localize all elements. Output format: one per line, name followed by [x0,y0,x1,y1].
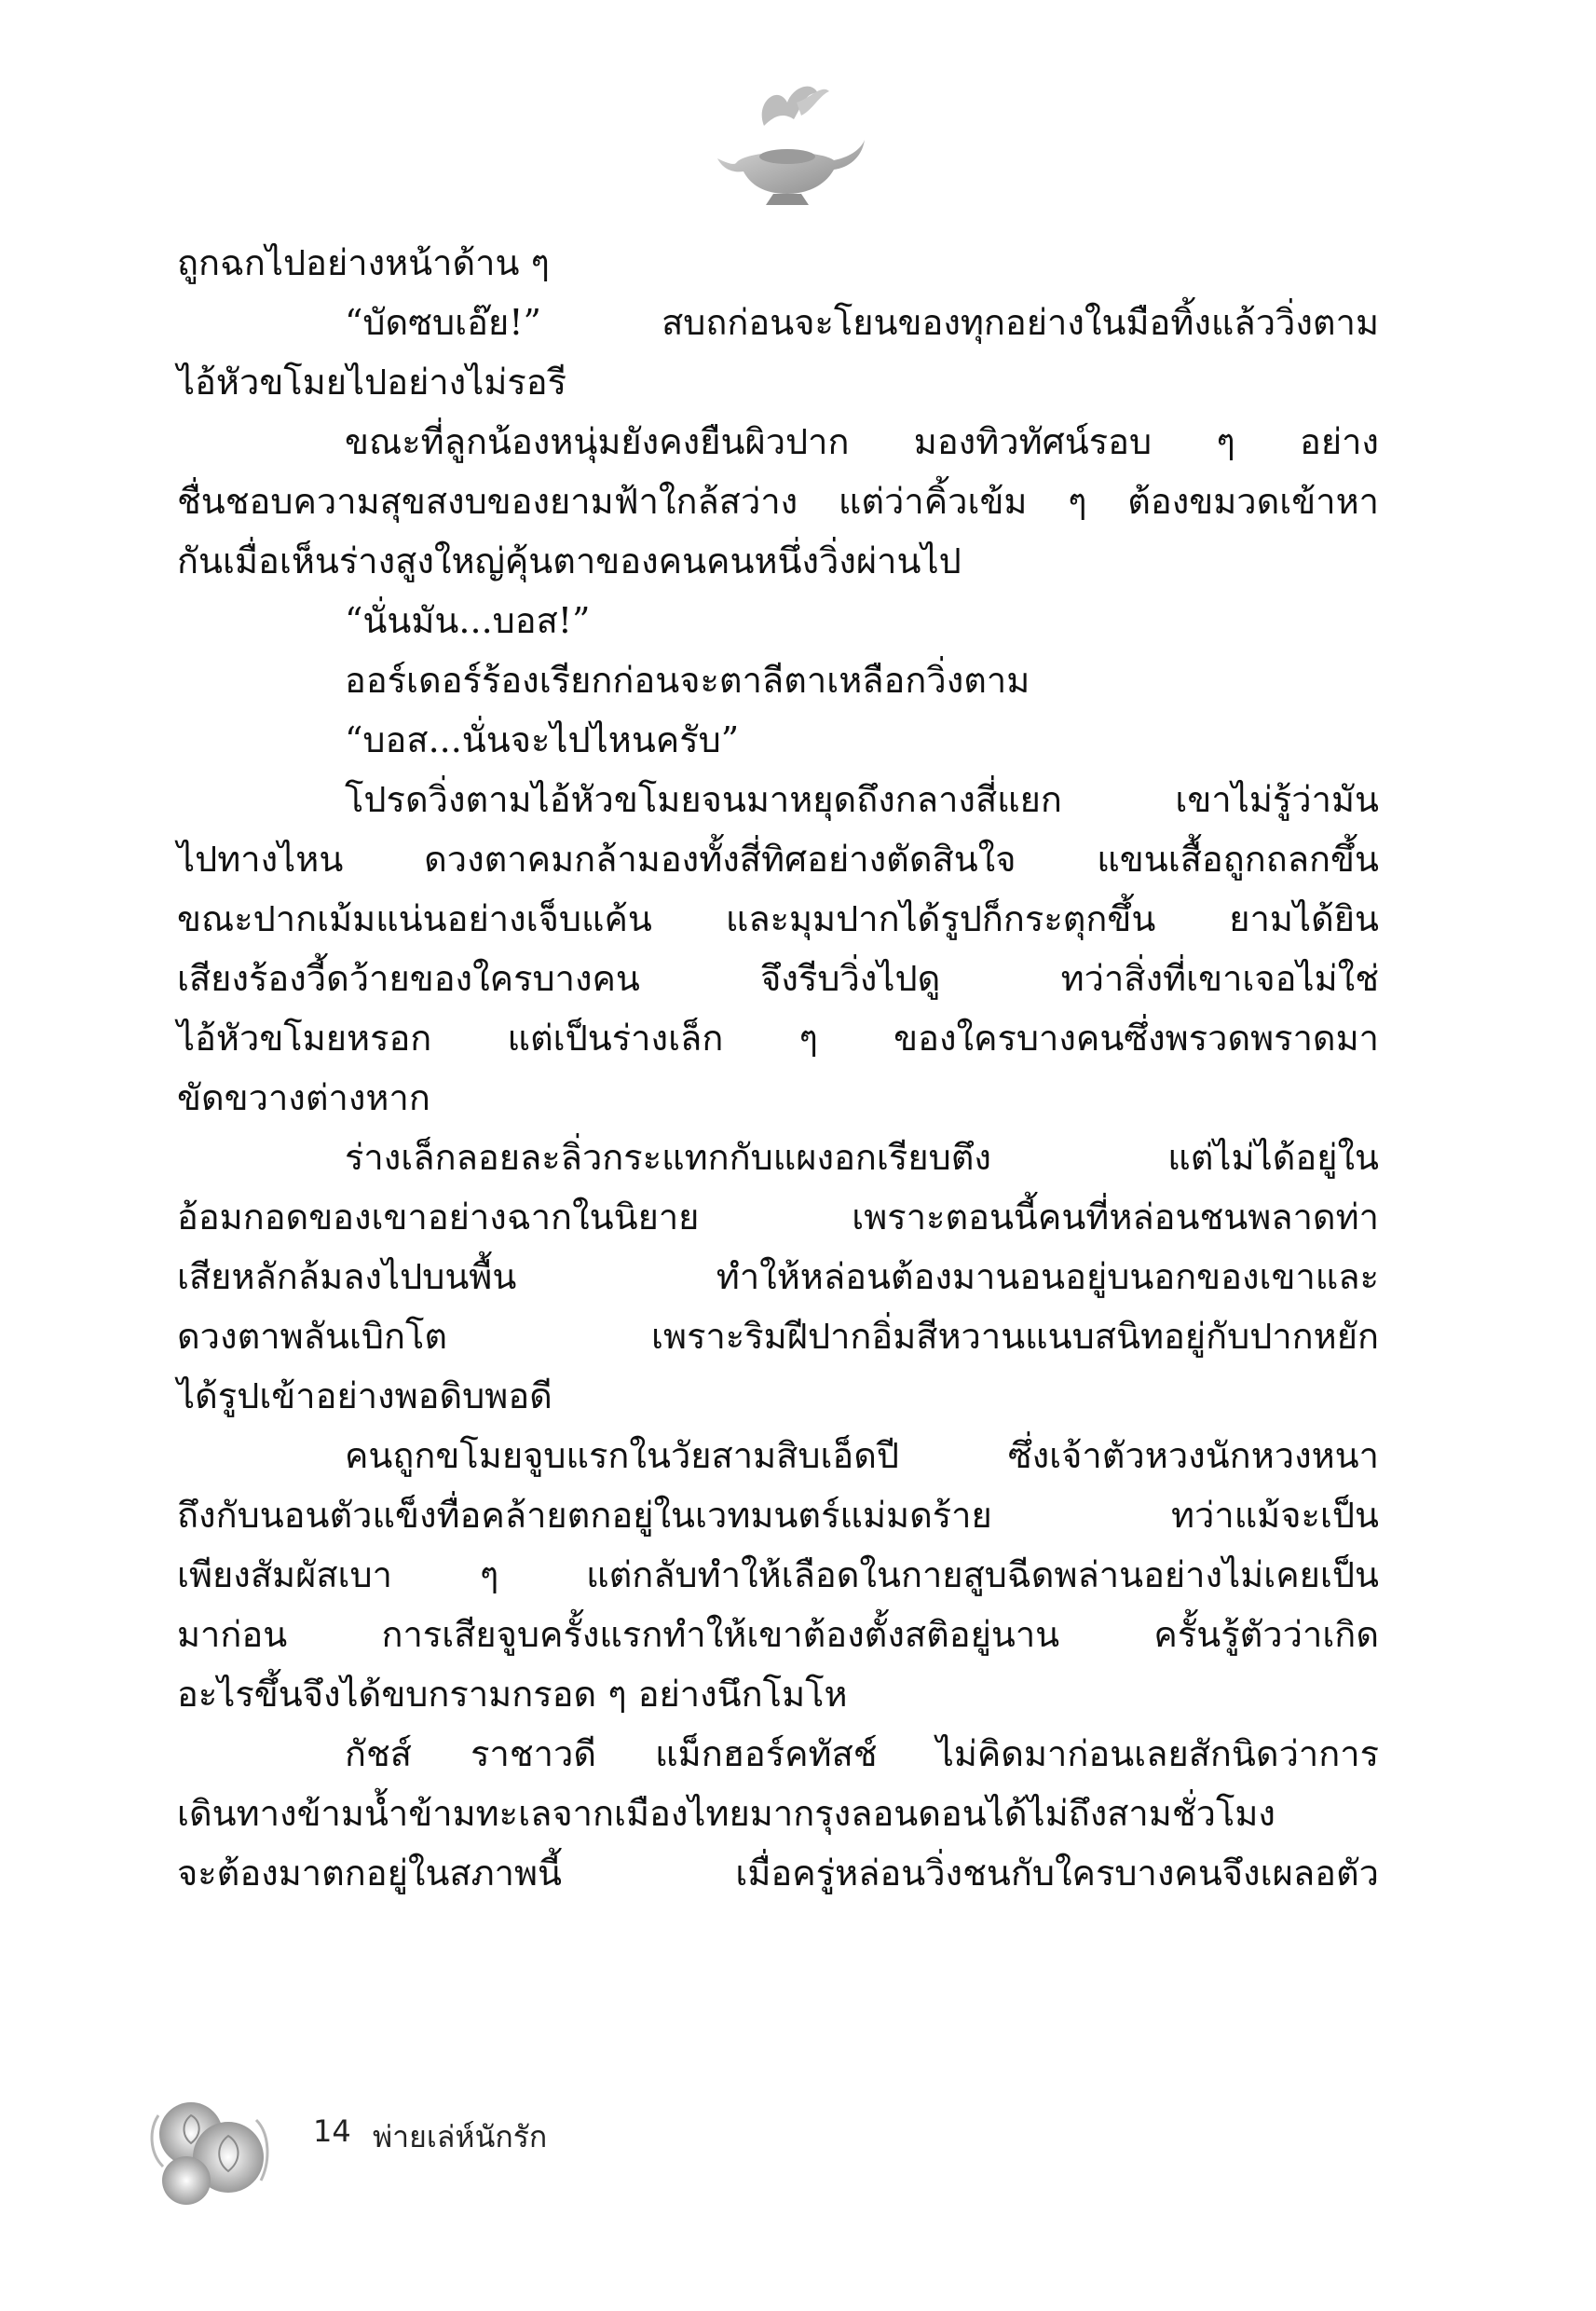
text-line: ถึงกับนอนตัวแข็งทื่อคล้ายตกอยู่ในเวทมนตร์แม่มดร้าย ทว่าแม้จะเป็น [177,1495,1379,1536]
text-line: คนถูกขโมยจูบแรกในวัยสามสิบเอ็ดปี ซึ่งเจ้าตัวหวงนักหวงหนา [345,1435,1379,1476]
text-line: “บอส...นั่นจะไปไหนครับ” [345,719,740,760]
text-line: จะต้องมาตกอยู่ในสภาพนี้ เมื่อครู่หล่อนวิ่งชนกับใครบางคนจึงเผลอตัว [177,1853,1379,1894]
text-line: ออร์เดอร์ร้องเรียกก่อนจะตาลีตาเหลือกวิ่งตาม [345,660,1030,701]
text-line: มาก่อน การเสียจูบครั้งแรกทำให้เขาต้องตั้งสติอยู่นาน ครั้นรู้ตัวว่าเกิด [177,1614,1379,1655]
text-line: เสียหลักล้มลงไปบนพื้น ทำให้หล่อนต้องมานอนอยู่บนอกของเขาและ [177,1256,1379,1297]
text-line: ขณะที่ลูกน้องหนุ่มยังคงยืนผิวปาก มองทิวทัศน์รอบ ๆ อย่าง [345,421,1379,462]
text-line: ขณะปากเม้มแน่นอย่างเจ็บแค้น และมุมปากได้รูปก็กระตุกขึ้น ยามได้ยิน [177,898,1379,939]
text-line: เสียงร้องวี้ดว้ายของใครบางคน จึงรีบวิ่งไปดู ทว่าสิ่งที่เขาเจอไม่ใช่ [177,958,1379,999]
text-line: กันเมื่อเห็นร่างสูงใหญ่คุ้นตาของคนคนหนึ่งวิ่งผ่านไป [177,540,962,581]
text-line: ไอ้หัวขโมยหรอก แต่เป็นร่างเล็ก ๆ ของใครบางคนซึ่งพรวดพราดมา [177,1018,1379,1059]
text-line: เดินทางข้ามน้ำข้ามทะเลจากเมืองไทยมากรุงลอนดอนได้ไม่ถึงสามชั่วโมง [177,1793,1275,1834]
body-text [177,233,1379,1903]
text-line: ชื่นชอบความสุขสงบของยามฟ้าใกล้สว่าง แต่ว่าคิ้วเข้ม ๆ ต้องขมวดเข้าหา [177,481,1379,522]
text-line: โปรดวิ่งตามไอ้หัวขโมยจนมาหยุดถึงกลางสี่แยก เขาไม่รู้ว่ามัน [345,779,1379,820]
text-line: อะไรขึ้นจึงได้ขบกรามกรอด ๆ อย่างนึกโมโห [177,1674,848,1715]
text-line: ได้รูปเข้าอย่างพอดิบพอดี [177,1375,552,1416]
text-line: ขัดขวางต่างหาก [177,1077,430,1118]
text-line: ดวงตาพลันเบิกโต เพราะริมฝีปากอิ่มสีหวานแนบสนิทอยู่กับปากหยัก [177,1316,1379,1357]
text-line: อ้อมกอดของเขาอย่างฉากในนิยาย เพราะตอนนี้คนที่หล่อนชนพลาดท่า [177,1197,1379,1238]
text-line: กัชส์ ราชาวดี แม็กฮอร์คทัสช์ ไม่คิดมาก่อนเลยสักนิดว่าการ [345,1733,1379,1774]
rose-bouquet-icon [140,2078,280,2218]
page-number: 14 [313,2113,351,2149]
text-line: ถูกฉกไปอย่างหน้าด้าน ๆ [177,242,550,283]
text-line: เพียงสัมผัสเบา ๆ แต่กลับทำให้เลือดในกายสูบฉีดพล่านอย่างไม่เคยเป็น [177,1554,1379,1595]
text-line: “บัดซบเอ๊ย!” สบถก่อนจะโยนของทุกอย่างในมือทิ้งแล้ววิ่งตาม [345,302,1379,343]
book-title: พ่ายเล่ห์นักรัก [373,2119,548,2154]
text-line: “นั่นมัน...บอส!” [345,600,591,641]
text-line: ไอ้หัวขโมยไปอย่างไม่รอรี [177,362,567,403]
magic-lamp-icon [708,75,866,210]
text-line: ไปทางไหน ดวงตาคมกล้ามองทั้งสี่ทิศอย่างตัดสินใจ แขนเสื้อถูกถลกขึ้น [177,839,1379,880]
text-line: ร่างเล็กลอยละลิ่วกระแทกกับแผงอกเรียบตึง แต่ไม่ได้อยู่ใน [345,1137,1379,1178]
